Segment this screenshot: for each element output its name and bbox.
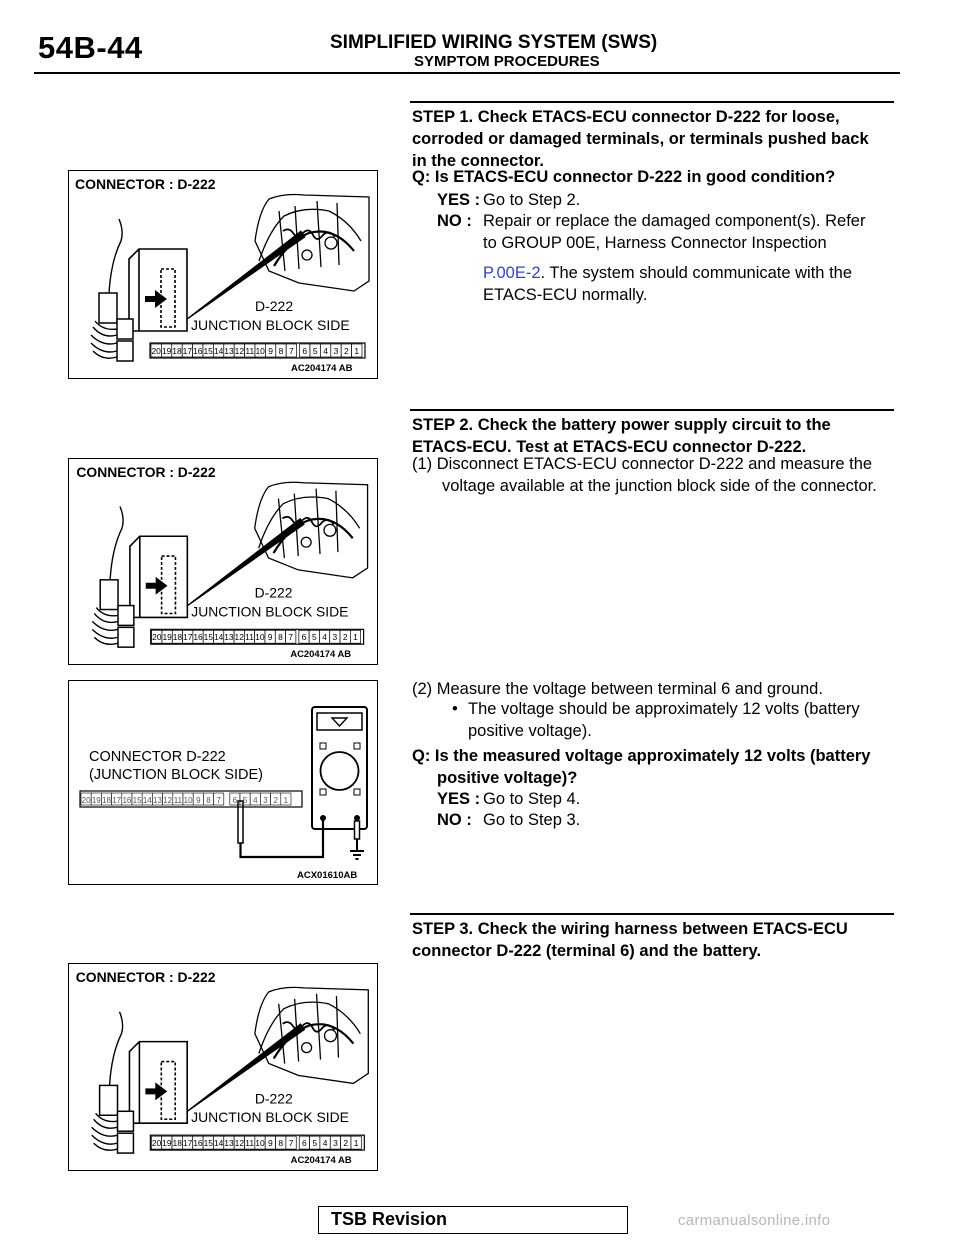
voltmeter-display (317, 713, 362, 730)
watermark: carmanualsonline.info (678, 1212, 831, 1229)
pin-number: 10 (255, 1138, 265, 1149)
pin-number: 7 (288, 632, 294, 643)
step3-rule (410, 913, 894, 915)
junction-block-side-label: JUNCTION BLOCK SIDE (191, 603, 349, 620)
pin-number: 9 (268, 1138, 273, 1149)
figure-connector-step1 (68, 170, 378, 379)
pin-number: 14 (213, 346, 224, 356)
pin-number: 15 (203, 1138, 213, 1149)
pin-number: 19 (161, 346, 172, 356)
step1-yes: YES : Go to Step 2. (437, 191, 581, 209)
pin-number: 17 (183, 632, 193, 643)
pin-number: 3 (332, 632, 338, 643)
pin-number: 12 (163, 796, 173, 805)
pin-number: 19 (91, 796, 101, 805)
pin-number: 3 (333, 346, 339, 356)
step2-sub1: (1) Disconnect ETACS-ECU connector D-222 and measure the voltage available at the junction block side of the connector. (412, 455, 877, 495)
pin-number: 16 (122, 796, 132, 805)
pin-number: 4 (322, 1138, 328, 1149)
pin-number: 20 (152, 632, 162, 643)
pin-number: 17 (182, 1138, 193, 1149)
meter-side-label: (JUNCTION BLOCK SIDE) (89, 767, 264, 783)
pin-number: 16 (193, 1138, 203, 1149)
pin-number: 6 (301, 632, 307, 643)
pin-number: 3 (333, 1138, 338, 1149)
pin-number: 5 (312, 346, 318, 356)
pin-number: 18 (172, 346, 182, 356)
volt-symbol-icon (332, 718, 347, 726)
figure-code: AC204174 AB (291, 363, 353, 374)
pin-number: 7 (289, 346, 294, 356)
pin-number: 11 (245, 632, 254, 643)
pin-number: 1 (354, 346, 360, 356)
header-rule (34, 72, 900, 74)
connector-title: CONNECTOR : D-222 (75, 968, 216, 985)
pin-number: 11 (245, 1138, 255, 1149)
meter-pin-row (80, 791, 302, 807)
pin-number: 2 (343, 1138, 349, 1149)
pin-number: 8 (206, 796, 211, 805)
connector-name: D-222 (254, 584, 293, 601)
pin-number: 16 (193, 632, 203, 643)
pin-number: 5 (311, 632, 317, 643)
pin-number: 15 (132, 796, 142, 805)
connector-name: D-222 (255, 298, 294, 314)
pin-number: 2 (342, 632, 348, 643)
step2-yes: YES : Go to Step 4. (437, 790, 581, 808)
connector-title: CONNECTOR : D-222 (76, 463, 216, 480)
section-title: SIMPLIFIED WIRING SYSTEM (SWS) (330, 32, 658, 53)
pin-number: 12 (234, 632, 244, 643)
probe-ground (355, 821, 360, 839)
pin-number: 8 (278, 632, 283, 643)
figure-voltmeter (68, 680, 378, 885)
step1-question: Q: Is ETACS-ECU connector D-222 in good condition? (412, 168, 836, 186)
step3-title: STEP 3. Check the wiring harness between ETACS-ECU connector D-222 (terminal 6) and the battery. (412, 920, 848, 960)
junction-block (129, 1042, 187, 1124)
pin-number: 1 (353, 1138, 359, 1149)
step2-question: Q: Is the measured voltage approximately 12 volts (battery positive voltage)? (412, 747, 871, 787)
pin-number: 17 (182, 346, 193, 356)
junction-block-side-label: JUNCTION BLOCK SIDE (191, 317, 350, 333)
pin-number: 5 (312, 1138, 318, 1149)
pin-number: 14 (213, 1138, 224, 1149)
pin-number: 13 (224, 1138, 234, 1149)
connector-pin-row (150, 1135, 364, 1150)
pin-number: 20 (151, 346, 161, 356)
pin-number: 12 (234, 346, 245, 356)
pin-number: 8 (278, 1138, 284, 1149)
pin-number: 10 (183, 796, 193, 805)
pin-number: 4 (322, 632, 327, 643)
pin-number: 15 (203, 632, 214, 643)
figure-connector-step2 (68, 458, 378, 665)
pin-number: 9 (196, 796, 201, 805)
junction-block-side-label: JUNCTION BLOCK SIDE (191, 1109, 349, 1126)
pin-number: 15 (203, 346, 213, 356)
pin-number: 6 (232, 796, 238, 805)
pin-number: 5 (242, 796, 248, 805)
pin-number: 1 (283, 796, 289, 805)
pin-number: 7 (288, 1138, 294, 1149)
pin-number: 10 (255, 632, 265, 643)
connector-pin-row (151, 629, 364, 644)
meter-connector-label: CONNECTOR D-222 (89, 749, 226, 765)
connector-name: D-222 (254, 1090, 293, 1107)
step2-sub2: (2) Measure the voltage between terminal 6 and ground. (412, 680, 823, 698)
pin-number: 19 (162, 632, 172, 643)
pin-number: 14 (213, 632, 224, 643)
pin-number: 12 (234, 1138, 245, 1149)
pin-number: 18 (172, 1138, 182, 1149)
pin-number: 13 (153, 796, 162, 805)
pin-number: 17 (112, 796, 122, 805)
connector-title: CONNECTOR : D-222 (75, 176, 216, 192)
pin-number: 18 (102, 796, 111, 805)
step2-bullet: • The voltage should be approximately 12 volts (battery positive voltage). (452, 700, 860, 740)
pin-number: 9 (268, 346, 273, 356)
junction-block (129, 249, 187, 331)
pin-number: 4 (323, 346, 328, 356)
pin-number: 9 (267, 632, 273, 643)
pin-number: 2 (273, 796, 278, 805)
junction-block (130, 536, 187, 617)
pin-number: 6 (302, 346, 308, 356)
pin-number: 4 (253, 796, 258, 805)
pin-number: 13 (224, 346, 234, 356)
voltmeter-dial (321, 752, 359, 790)
connector-pin-row (150, 343, 365, 358)
pin-number: 8 (278, 346, 284, 356)
pin-number: 3 (263, 796, 268, 805)
dashboard-harness-sketch (255, 195, 369, 292)
tsb-revision-box: TSB Revision (318, 1206, 628, 1234)
step2-rule (410, 409, 894, 411)
step2-no: NO : Go to Step 3. (437, 811, 581, 829)
pin-number: 7 (216, 796, 221, 805)
step2-title: STEP 2. Check the battery power supply circuit to the ETACS-ECU. Test at ETACS-ECU connector D-222. (412, 416, 831, 456)
pin-number: 2 (344, 346, 349, 356)
pin-number: 20 (81, 796, 91, 805)
subsection-title: SYMPTOM PROCEDURES (414, 53, 600, 70)
pin-number: 1 (353, 632, 358, 643)
step1-rule (410, 101, 894, 103)
figure-code: AC204174 AB (290, 1155, 352, 1167)
step1-no: NO : Repair or replace the damaged component(s). Refer to GROUP 00E, Harness Connector Inspection P.00E-2. The system should communicate with the ETACS-ECU normally. (437, 212, 866, 304)
pin-number: 20 (151, 1138, 162, 1149)
pin-number: 11 (245, 346, 255, 356)
pin-number: 19 (162, 1138, 172, 1149)
pin-number: 14 (142, 796, 152, 805)
link-p00e-2[interactable]: P.00E-2 (483, 264, 541, 282)
page-number: 54B-44 (38, 30, 143, 65)
figure-code: ACX01610AB (297, 870, 358, 881)
pin-number: 16 (193, 346, 203, 356)
pin-number: 10 (255, 346, 265, 356)
pin-number: 11 (173, 796, 183, 805)
figure-code: AC204174 AB (290, 648, 352, 660)
pin-number: 6 (302, 1138, 307, 1149)
dashboard-harness-sketch (255, 482, 368, 578)
figure-connector-step3 (68, 963, 378, 1171)
dashboard-harness-sketch (255, 987, 368, 1083)
pin-number: 13 (224, 632, 234, 643)
step1-title: STEP 1. Check ETACS-ECU connector D-222 for loose, corroded or damaged terminals, or terminals pushed back in the connector. (412, 108, 869, 170)
pin-number: 18 (172, 632, 183, 643)
